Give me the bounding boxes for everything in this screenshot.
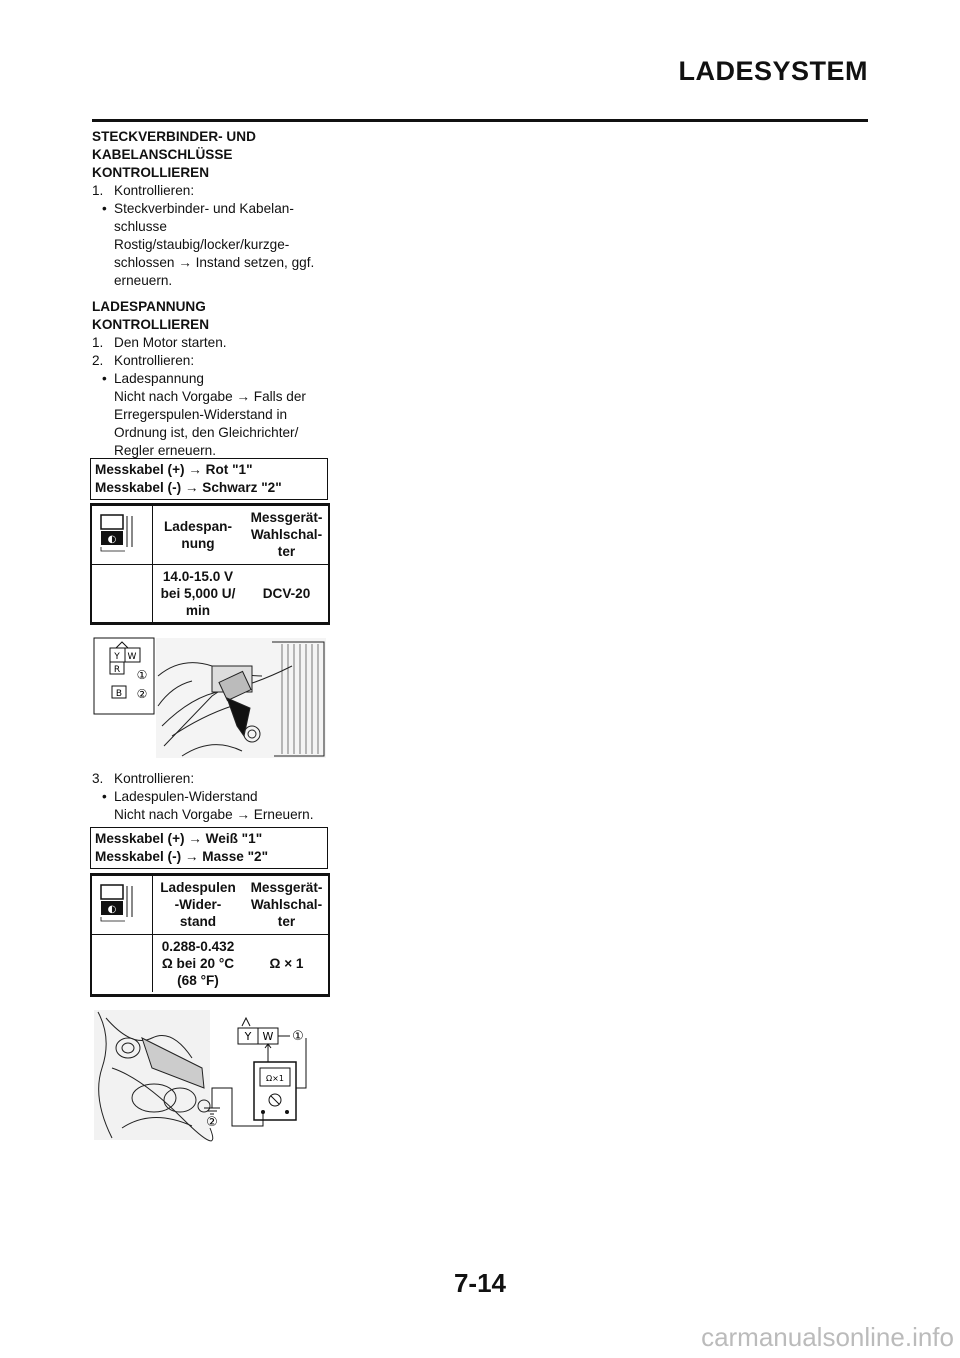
step: 2. Kontrollieren: xyxy=(92,353,195,368)
spec-header: Ladespulen -Wider- stand xyxy=(153,876,244,934)
text-line: erneuern. xyxy=(114,273,173,288)
coil-measure-figure xyxy=(92,1008,328,1142)
probe-line: Messkabel (-) → Masse "2" xyxy=(95,849,269,864)
meter-icon-cell xyxy=(90,876,153,934)
engine-illustration xyxy=(94,1010,213,1141)
spec-header: Messgerät- Wahlschal- ter xyxy=(243,876,330,934)
text-line: Rostig/staubig/locker/kurzge- xyxy=(114,237,290,252)
callout-1: ① xyxy=(136,668,148,682)
spec-value: 14.0-15.0 V bei 5,000 U/ min xyxy=(160,568,236,618)
callout-2: ② xyxy=(136,687,148,701)
probe-line: Messkabel (+) → Weiß "1" xyxy=(95,831,263,846)
connector-photo-figure xyxy=(92,636,328,760)
text-line: Nicht nach Vorgabe → Falls der xyxy=(114,389,306,404)
step3-block xyxy=(92,770,332,824)
svg-text:◐: ◐ xyxy=(107,533,117,545)
probe-line: Messkabel (+) → Rot "1" xyxy=(95,462,253,477)
page-number: 7-14 xyxy=(453,1268,507,1298)
section-heading: KONTROLLIEREN xyxy=(92,165,210,180)
spec-value: 0.288-0.432 Ω bei 20 °C (68 °F) xyxy=(161,938,235,988)
section-heading: KABELANSCHLÜSSE xyxy=(92,147,233,162)
page-title: LADESYSTEM xyxy=(678,56,868,86)
bullet-item: • Steckverbinder- und Kabelan- xyxy=(102,201,294,216)
wire-label: W xyxy=(127,652,137,662)
range-label: Ω×1 xyxy=(266,1074,284,1083)
left-column xyxy=(92,128,332,460)
step: 1. Kontrollieren: xyxy=(92,183,195,198)
probe-box xyxy=(90,827,328,869)
meter-icon-cell xyxy=(90,506,153,564)
text-line: schlusse xyxy=(114,219,167,234)
wire-label: B xyxy=(115,689,123,699)
probe-line: Messkabel (-) → Schwarz "2" xyxy=(95,480,282,495)
engine-illustration xyxy=(156,638,326,758)
multimeter-icon xyxy=(99,883,143,923)
probe-box xyxy=(90,458,328,500)
text-line: schlossen → Instand setzen, ggf. xyxy=(114,255,315,270)
section-heading: KONTROLLIEREN xyxy=(92,317,210,332)
wire-label: W xyxy=(262,1030,274,1043)
callout-1: ① xyxy=(292,1029,304,1044)
callout-2: ② xyxy=(206,1115,218,1130)
spec-value: Ω × 1 xyxy=(269,955,304,971)
text-line: Erregerspulen-Widerstand in xyxy=(114,407,288,422)
watermark: carmanualsonline.info xyxy=(701,1322,954,1352)
spec-table-content xyxy=(90,876,330,992)
spec-value: DCV-20 xyxy=(262,585,311,601)
step: 3. Kontrollieren: xyxy=(92,771,195,786)
text-line: Regler erneuern. xyxy=(114,443,217,458)
wire-label: Y xyxy=(244,1030,252,1043)
text-line: Ordnung ist, den Gleichrichter/ xyxy=(114,425,299,440)
svg-text:◐: ◐ xyxy=(107,903,117,915)
multimeter-icon xyxy=(99,513,143,553)
text-line: Nicht nach Vorgabe → Erneuern. xyxy=(114,807,314,822)
section-heading: LADESPANNUNG xyxy=(92,299,206,314)
step: 1. Den Motor starten. xyxy=(92,335,227,350)
bullet-item: • Ladespannung xyxy=(102,371,204,386)
wire-label: Y xyxy=(114,652,120,662)
wire-label: R xyxy=(113,665,121,675)
spec-header: Ladespan- nung xyxy=(153,506,244,564)
spec-header: Messgerät- Wahlschal- ter xyxy=(243,506,330,564)
header-rule xyxy=(92,119,868,122)
spec-table-content xyxy=(90,506,330,622)
bullet-item: • Ladespulen-Widerstand xyxy=(102,789,258,804)
section-heading: STECKVERBINDER- UND xyxy=(92,129,256,144)
